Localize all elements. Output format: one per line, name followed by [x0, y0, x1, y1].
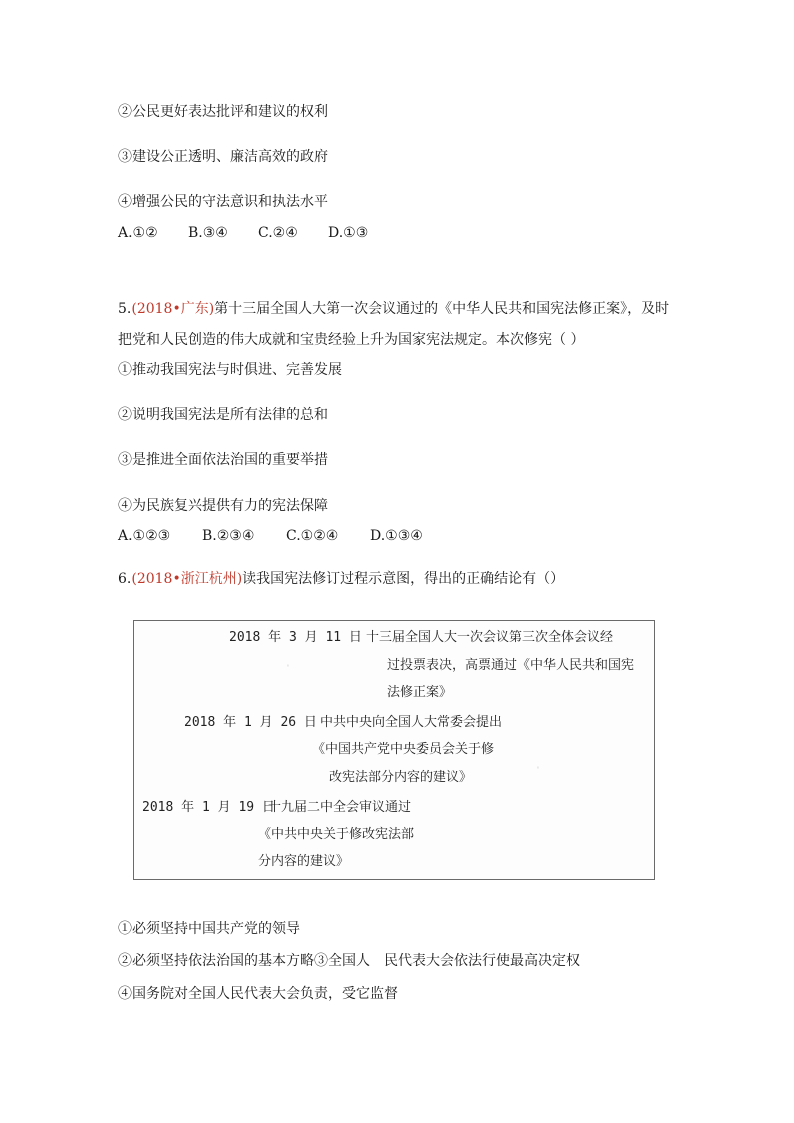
- q4-item-3: ③建设公正透明、廉洁高效的政府: [118, 149, 328, 165]
- event-1-date: 2018 年 3 月 11 日: [229, 630, 362, 645]
- q6-stem-line: [118, 570, 564, 588]
- q5-options: [118, 527, 423, 545]
- event-3-date: 2018 年 1 月 19 日: [142, 800, 275, 815]
- watermark-mark-2: ·: [534, 761, 542, 776]
- q5-option-d: D.①③④: [370, 528, 423, 544]
- q4-options: [118, 224, 368, 242]
- q4-option-a: A.①②: [118, 225, 158, 241]
- event-2-line-2: 《中国共产党中央委员会关于修: [312, 742, 495, 757]
- event-3-line-3: 分内容的建议》: [258, 854, 350, 869]
- q6-number: 6.: [118, 571, 132, 587]
- q4-option-c: C.②④: [258, 225, 298, 241]
- event-2-line-1: 中共中央向全国人大常委会提出: [320, 715, 503, 730]
- event-1-line-2: 过投票表决，高票通过《中华人民共和国宪: [387, 658, 635, 673]
- q5-stem-text-1: 第十三届全国人大第一次会议通过的《中华人民共和国宪法修正案》，及时: [214, 301, 670, 317]
- q5-item-2: ②说明我国宪法是所有法律的总和: [118, 407, 328, 423]
- q4-option-d: D.①③: [328, 225, 369, 241]
- event-1-line-3: 法修正案》: [387, 685, 453, 700]
- q4-option-b: B.③④: [188, 225, 228, 241]
- q5-item-4: ④为民族复兴提供有力的宪法保障: [118, 498, 328, 514]
- event-2-date: 2018 年 1 月 26 日: [184, 715, 317, 730]
- q5-source: (2018•广东): [131, 301, 215, 317]
- q6-stem-text: 读我国宪法修订过程示意图，得出的正确结论有（）: [242, 571, 565, 587]
- q5-stem-line-1: [118, 300, 669, 318]
- q6-item-4: ④国务院对全国人民代表大会负责，受它监督: [118, 986, 398, 1002]
- q6-item-2-3: ②必须坚持依法治国的基本方略③全国人 民代表大会依法行使最高决定权: [118, 953, 580, 969]
- watermark-mark-1: ·: [284, 659, 292, 674]
- event-3-line-1: 十九届二中全会审议通过: [268, 800, 412, 815]
- q5-option-c: C.①②④: [286, 528, 339, 544]
- q5-stem-line-2: 把党和人民创造的伟大成就和宝贵经验上升为国家宪法规定。本次修宪（ ）: [118, 332, 585, 348]
- q5-option-b: B.②③④: [202, 528, 255, 544]
- event-3-line-2: 《中共中央关于修改宪法部: [258, 827, 415, 842]
- q5-option-a: A.①②③: [118, 528, 171, 544]
- q4-item-2: ②公民更好表达批评和建议的权利: [118, 104, 328, 120]
- q5-item-1: ①推动我国宪法与时俱进、完善发展: [118, 362, 342, 378]
- q5-item-3: ③是推进全面依法治国的重要举措: [118, 452, 328, 468]
- q6-source: (2018•浙江杭州): [131, 571, 243, 587]
- q5-number: 5.: [118, 301, 132, 317]
- q4-item-4: ④增强公民的守法意识和执法水平: [118, 194, 328, 210]
- event-2-line-3: 改宪法部分内容的建议》: [329, 770, 473, 785]
- event-1-line-1: 十三届全国人大一次会议第三次全体会议经: [366, 630, 614, 645]
- constitution-revision-timeline-figure: [133, 620, 655, 880]
- q6-item-1: ①必须坚持中国共产党的领导: [118, 921, 300, 937]
